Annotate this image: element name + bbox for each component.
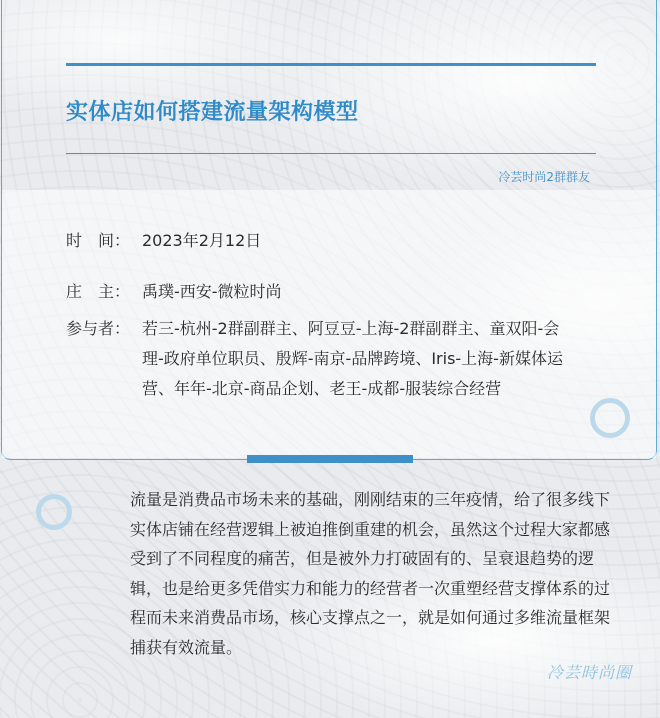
host-row xyxy=(66,277,282,307)
section-divider-bar xyxy=(247,455,413,463)
host-value: 禹璞-西安-微粒时尚 xyxy=(142,282,282,301)
participants-row xyxy=(66,314,566,404)
participants-label: 参与者： xyxy=(66,319,131,338)
article-title: 实体店如何搭建流量架构模型 xyxy=(66,100,359,125)
time-label: 时 间： xyxy=(66,231,131,250)
title-divider xyxy=(66,153,596,154)
source-credit: 冷芸时尚2群群友 xyxy=(498,170,590,184)
decorative-ring xyxy=(590,398,630,438)
host-label: 庄 主： xyxy=(66,282,131,301)
top-divider xyxy=(66,63,596,66)
intro-paragraph: 流量是消费品市场未来的基础，刚刚结束的三年疫情，给了很多线下实体店铺在经营逻辑上被迫推倒重建的机会，虽然这个过程大家都感受到了不同程度的痛苦，但是被外力打破固有的、呈衰退趋势的逻辑，也是给更多凭借实力和能力的经营者一次重塑经营支撑体系的过程而未来消费品市场，核心支撑点之一，就是如何通过多维流量框架捕获有效流量。 xyxy=(130,490,611,657)
time-row xyxy=(66,226,261,256)
time-value: 2023年2月12日 xyxy=(142,231,262,250)
decorative-ring xyxy=(36,494,72,530)
brand-watermark: 冷芸時尚圈 xyxy=(546,663,632,682)
participants-value: 若三-杭州-2群副群主、阿豆豆-上海-2群副群主、童双阳-会理-政府单位职员、殷辉-南京-品牌跨境、Iris-上海-新媒体运营、年年-北京-商品企划、老王-成都-服装综合经营 xyxy=(142,319,563,398)
